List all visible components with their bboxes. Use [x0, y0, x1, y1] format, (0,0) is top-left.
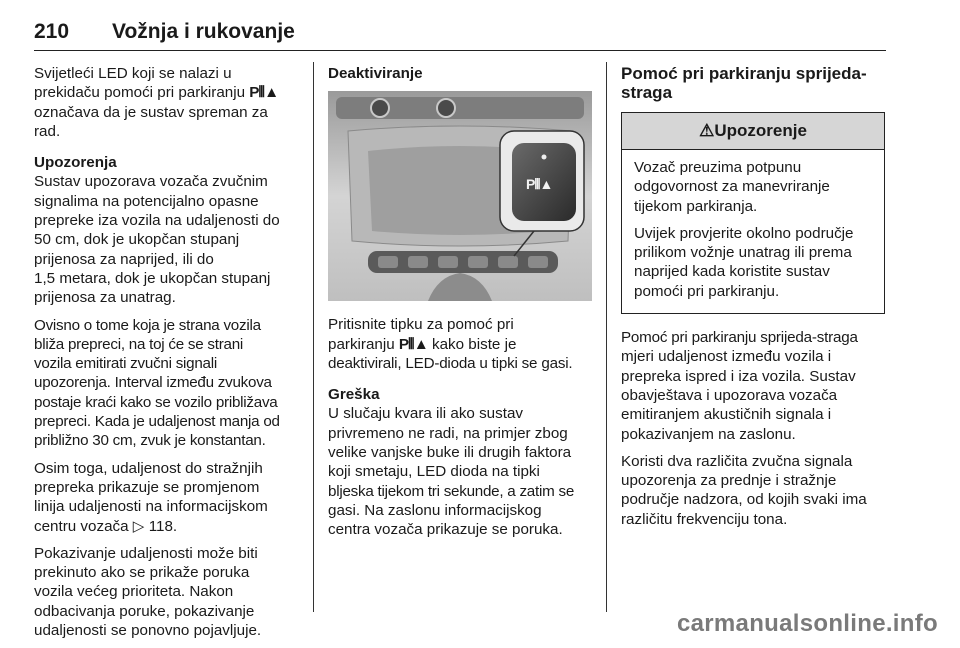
- fault-heading: Greška: [328, 386, 380, 404]
- deactivation-heading: Deaktiviranje: [328, 65, 423, 82]
- column-divider-2: [606, 62, 607, 612]
- page-reference-link[interactable]: 118.: [144, 517, 178, 535]
- parking-button-label: P⦀▲: [526, 176, 553, 193]
- warning-box-body: Vozač preuzima potpunu odgovornost za manevriranje tijekom parkiranja. Uvijek provjerite okolno područje prilikom vožnje unatrag ili prema naprijed kada koristite sustav pomoći pri parkiranju.: [634, 159, 854, 300]
- console-drawing: [328, 91, 592, 301]
- warning-box-header: [622, 113, 884, 150]
- chapter-title: Vožnja i rukovanje: [112, 20, 295, 43]
- parking-assist-icon: P⦀▲: [249, 84, 279, 102]
- page-header: [34, 20, 886, 51]
- column-3: [621, 64, 885, 537]
- deactivate-instructions: Pritisnite tipku za pomoć pri parkiranju P⦀▲ kako biste je deaktivirali, LED-dioda u tipki se gasi.: [328, 316, 573, 372]
- parking-button-illustration: [328, 91, 592, 301]
- warnings-section: Upozorenja Sustav upozorava vozača zvučnim signalima na potencijalno opasne prepreke iza vozila na udaljenosti do 50 cm, dok je ukopčan stupanj prijenosa za naprijed, ili do 1,5 metara, dok je ukopčan stupanj prijenosa za unatrag.: [34, 154, 280, 307]
- interval-paragraph: Ovisno o tome koja je strana vozila bliža prepreci, na toj će se strani vozila emitirati zvučni signali upozorenja. Interval između zvukova postaje kraći kako se vozilo približava prepreci. Kada je udaljenost manja od približno 30 cm, zvuk je konstantan.: [34, 316, 280, 450]
- column-divider-1: [313, 62, 314, 612]
- display-paragraph: Pokazivanje udaljenosti može biti prekinuto ako se prikaže poruka vozila većeg prioriteta. Nakon odbacivanja poruke, pokazivanje udaljenosti se ponovno pojavljuje.: [34, 544, 262, 640]
- warning-triangle-icon: ⚠: [699, 121, 715, 140]
- parking-assist-icon: P⦀▲: [398, 335, 428, 353]
- warning-box: [621, 112, 885, 314]
- page-reference-icon: ▷: [132, 517, 145, 535]
- page-number: 210: [34, 20, 70, 43]
- distance-paragraph: Osim toga, udaljenost do stražnjih prepreka prikazuje se promjenom linija udaljenosti na informacijskom centru vozača ▷ 118.: [34, 459, 268, 535]
- fault-section: Greška U slučaju kvara ili ako sustav privremeno ne radi, na primjer zbog velike vanjske buke ili drugih faktora koji smetaju, LED dioda na tipki bljeska tijekom tri sekunde, a zatim se gasi. Na zaslonu informacijskog centra vozača prikazuje se poruka.: [328, 386, 575, 539]
- watermark: carmanualsonline.info: [676, 610, 938, 637]
- led-paragraph: Svijetleći LED koji se nalazi u prekidaču pomoći pri parkiranju P⦀▲ označava da je sustav spreman za rad.: [34, 65, 279, 140]
- column-1: [34, 64, 302, 648]
- warnings-heading: Upozorenja: [34, 154, 117, 172]
- front-rear-heading: Pomoć pri parkiranju sprijeda- straga: [621, 64, 867, 102]
- column-2: [328, 64, 592, 548]
- warning-title: Upozorenje: [714, 121, 807, 140]
- front-rear-description: Pomoć pri parkiranju sprijeda-straga mjeri udaljenost između vozila i prepreka ispred i iza vozila. Sustav obavještava i upozorava vozača emitiranjem akustičnih signala i pokazivanjem na zaslonu.: [621, 329, 858, 443]
- signals-description: Koristi dva različita zvučna signala upozorenja za prednje i stražnje područje nadzora, od kojih svaki ima različitu frekvenciju tona.: [621, 452, 867, 528]
